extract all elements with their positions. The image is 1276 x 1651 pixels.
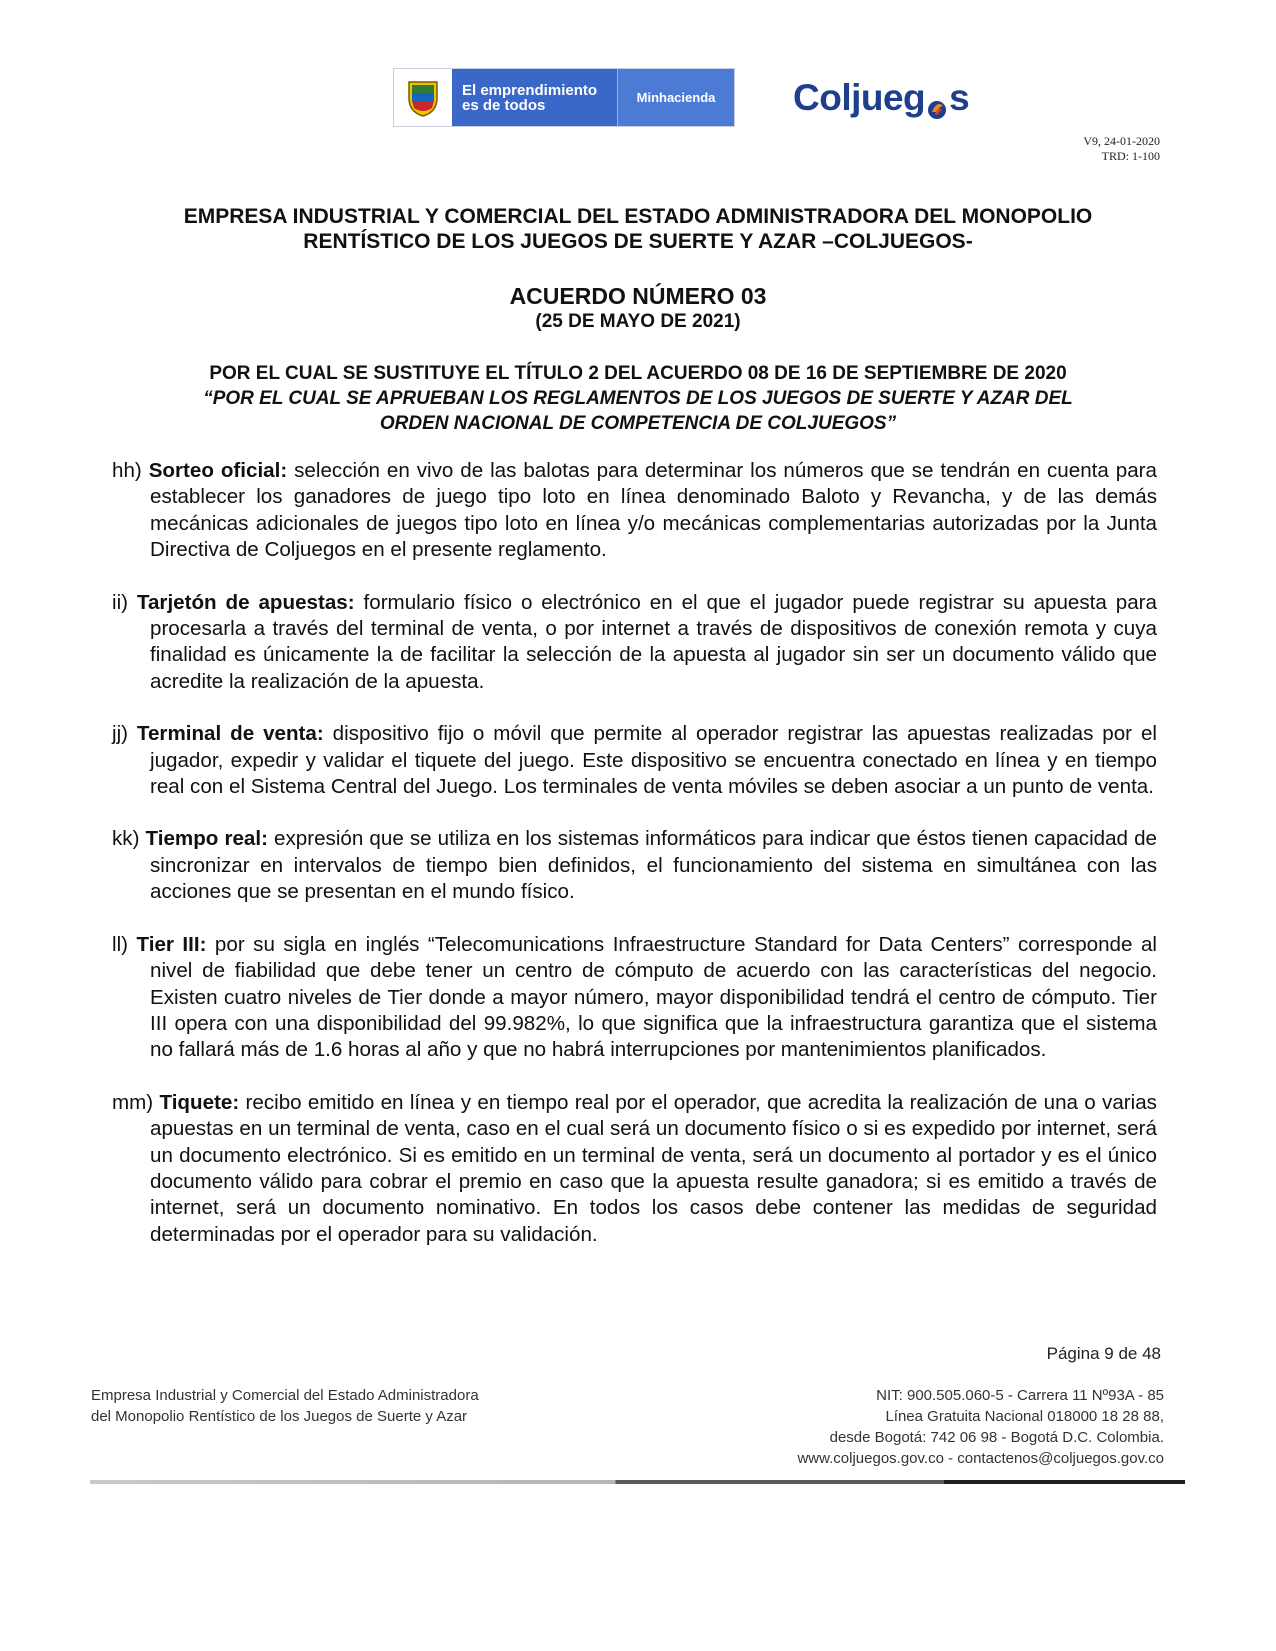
footer-nit-address: NIT: 900.505.060-5 - Carrera 11 Nº93A - 85 [876, 1387, 1164, 1404]
gov-slogan [452, 69, 617, 126]
item-text: dispositivo fijo o móvil que permite al operador registrar las apuestas realizadas por el jugador, expedir y validar el tiquete del juego. Este dispositivo se encuentra conectado en línea y en tiempo real con el Sistema Central del Juego. Los terminales de venta móviles se deben asociar a un punto de venta. [150, 722, 1157, 799]
definition-item [112, 458, 1157, 564]
acuerdo-subject [0, 361, 1276, 436]
footer-contact [797, 1385, 1164, 1469]
brand-flame-icon [926, 87, 948, 109]
footer-web-email: www.coljuegos.gov.co - contactenos@coljuegos.gov.co [797, 1450, 1164, 1467]
acuerdo-number: ACUERDO NÚMERO 03 [509, 283, 767, 309]
item-term: Tier III: [136, 932, 207, 956]
item-marker: kk) [112, 827, 140, 851]
trd-code: TRD: 1-100 [1101, 149, 1160, 163]
item-text: recibo emitido en línea y en tiempo real por el operador, que acredita la realización de una o varias apuestas en un terminal de venta, caso en el cual será un documento físico o si es expedido por internet, será un documento electrónico. Si es emitido en un terminal de venta, será un documento al portador y es el único documento válido para cobrar el premio en caso que la apuesta resulte ganadora; si es emitido a través de internet, será un documento nominativo. En todos los casos debe contener las medidas de seguridad determinadas por el operador para su validación. [150, 1090, 1157, 1246]
item-text: expresión que se utiliza en los sistemas informáticos para indicar que éstos tienen capacidad de sincronizar en intervalos de tiempo bien definidos, el funcionamiento del sistema en simultánea con las acciones que se presentan en el mundo físico. [150, 827, 1157, 904]
definition-item [112, 826, 1157, 905]
item-marker: ll) [112, 932, 129, 956]
subject-line1: POR EL CUAL SE SUSTITUYE EL TÍTULO 2 DEL ACUERDO 08 DE 16 DE SEPTIEMBRE DE 2020 [209, 363, 1067, 384]
item-marker: hh) [112, 459, 142, 482]
subject-line2: “POR EL CUAL SE APRUEBAN LOS REGLAMENTOS DE LOS JUEGOS DE SUERTE Y AZAR DEL [203, 388, 1073, 409]
footer-bogota-line: desde Bogotá: 742 06 98 - Bogotá D.C. Colombia. [829, 1429, 1164, 1446]
item-marker: jj) [112, 722, 129, 746]
item-term: Tiempo real: [145, 827, 268, 851]
definition-item [112, 932, 1157, 1064]
coljuegos-logo [793, 76, 969, 120]
definitions-list [112, 458, 1157, 1274]
entity-title-line2: RENTÍSTICO DE LOS JUEGOS DE SUERTE Y AZAR –COLJUEGOS- [303, 230, 973, 253]
gov-slogan-line2: es de todos [462, 96, 546, 114]
definition-item [112, 1090, 1157, 1248]
item-term: Sorteo oficial: [148, 459, 288, 482]
entity-title-line1: EMPRESA INDUSTRIAL Y COMERCIAL DEL ESTADO ADMINISTRADORA DEL MONOPOLIO [183, 205, 1093, 228]
footer-national-line: Línea Gratuita Nacional 018000 18 28 88, [885, 1408, 1164, 1425]
item-text: por su sigla en inglés “Telecomunications Infraestructure Standard for Data Centers” corresponde al nivel de fiabilidad que debe tener un centro de cómputo de acuerdo con las características del negocio. Existen cuatro niveles de Tier donde a mayor número, mayor disponibilidad tendrá el centro de cómputo. Tier III opera con una disponibilidad del 99.982%, lo que significa que la infraestructura garantiza que el sistema no fallará más de 1.6 horas al año y que no habrá interrupciones por mantenimientos planificados. [150, 932, 1157, 1062]
definition-item [112, 721, 1157, 800]
item-text: formulario físico o electrónico en el que el jugador puede registrar su apuesta para procesarla a través del terminal de venta, o por internet a través de dispositivos de conexión remota y cuya finalidad es únicamente la de facilitar la selección de la apuesta al jugador sin ser un documento válido que acredite la realización de la apuesta. [150, 590, 1157, 693]
entity-title [0, 204, 1276, 254]
item-marker: mm) [112, 1090, 154, 1114]
footer-entity [91, 1385, 479, 1427]
document-version [1083, 134, 1160, 164]
brand-name-part1: Coljueg [793, 77, 926, 118]
colombia-shield-icon [394, 69, 452, 126]
item-marker: ii) [112, 590, 129, 614]
footer-entity-line1: Empresa Industrial y Comercial del Estado Administradora [91, 1387, 479, 1404]
footer-divider [90, 1480, 1185, 1484]
item-term: Tarjetón de apuestas: [136, 590, 355, 614]
footer-entity-line2: del Monopolio Rentístico de los Juegos de Suerte y Azar [91, 1408, 468, 1425]
brand-name-part2: s [949, 77, 970, 118]
gov-slogan-line1: El emprendimiento [462, 81, 598, 99]
acuerdo-date: (25 DE MAYO DE 2021) [535, 311, 741, 332]
ministry-label: Minhacienda [617, 69, 734, 126]
page-number: Página 9 de 48 [1046, 1344, 1161, 1363]
version-code: V9, 24-01-2020 [1083, 134, 1160, 148]
item-term: Tiquete: [159, 1090, 240, 1114]
item-term: Terminal de venta: [136, 722, 324, 746]
subject-line3: ORDEN NACIONAL DE COMPETENCIA DE COLJUEGOS” [379, 413, 897, 434]
government-logo [393, 68, 735, 127]
definition-item [112, 590, 1157, 696]
item-text: selección en vivo de las balotas para determinar los números que se tendrán en cuenta para establecer los ganadores de juego tipo loto en línea denominado Baloto y Revancha, y de las demás mecánicas adicionales de juegos tipo loto en línea y/o mecánicas complementarias autorizadas por la Junta Directiva de Coljuegos en el presente reglamento. [150, 459, 1157, 562]
